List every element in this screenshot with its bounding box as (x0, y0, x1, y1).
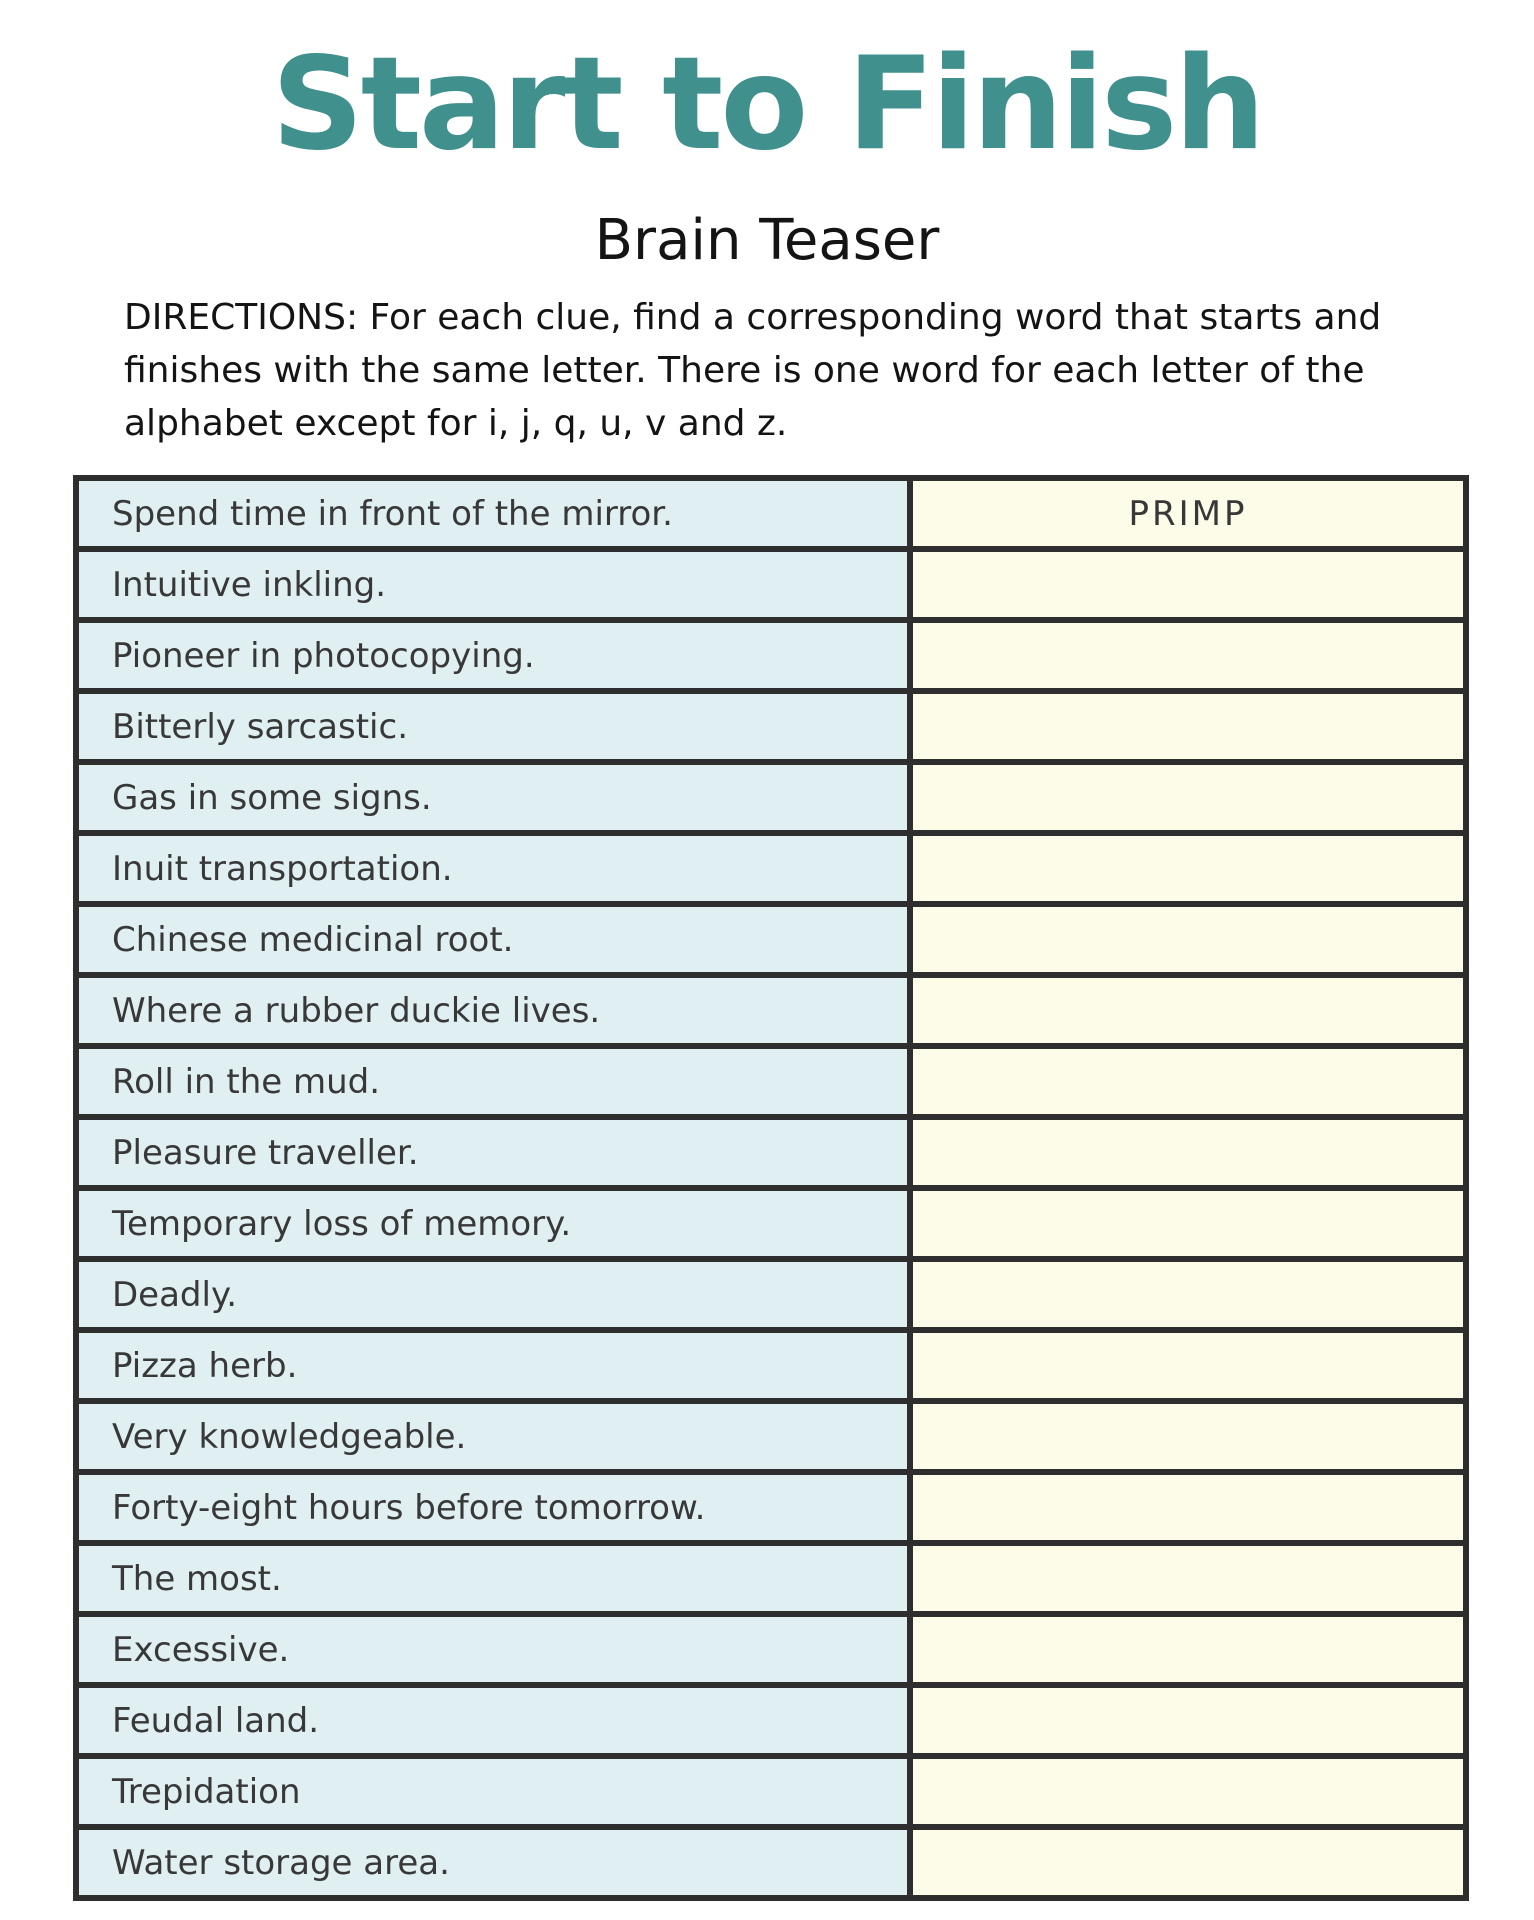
answer-cell[interactable] (910, 1259, 1466, 1330)
directions-line-2: finishes with the same letter. There is one word for each letter of the (124, 350, 1365, 391)
directions-text (124, 291, 1494, 450)
table-row (76, 833, 1466, 904)
clue-cell: Intuitive inkling. (76, 549, 910, 620)
clue-cell: Forty-eight hours before tomorrow. (76, 1472, 910, 1543)
table-row (76, 1685, 1466, 1756)
clue-cell: Roll in the mud. (76, 1046, 910, 1117)
table-row (76, 691, 1466, 762)
clue-cell: Bitterly sarcastic. (76, 691, 910, 762)
answer-cell[interactable] (910, 549, 1466, 620)
table-row (76, 1117, 1466, 1188)
page-title: Start to Finish (271, 30, 1263, 179)
clue-cell: Feudal land. (76, 1685, 910, 1756)
clue-cell: The most. (76, 1543, 910, 1614)
clue-cell: Water storage area. (76, 1827, 910, 1898)
answer-cell[interactable] (910, 1117, 1466, 1188)
answer-cell[interactable] (910, 975, 1466, 1046)
puzzle-table (73, 475, 1469, 1901)
page-subtitle: Brain Teaser (594, 208, 940, 273)
table-row (76, 1188, 1466, 1259)
clue-cell: Temporary loss of memory. (76, 1188, 910, 1259)
table-row (76, 975, 1466, 1046)
table-row (76, 762, 1466, 833)
answer-cell[interactable] (910, 1046, 1466, 1117)
table-row (76, 1756, 1466, 1827)
clue-cell: Chinese medicinal root. (76, 904, 910, 975)
answer-cell[interactable] (910, 1685, 1466, 1756)
table-row (76, 1614, 1466, 1685)
clue-cell: Pioneer in photocopying. (76, 620, 910, 691)
clue-cell: Spend time in front of the mirror. (76, 478, 910, 549)
answer-cell[interactable] (910, 833, 1466, 904)
answer-cell[interactable] (910, 1188, 1466, 1259)
answer-cell[interactable] (910, 1401, 1466, 1472)
clue-cell: Pizza herb. (76, 1330, 910, 1401)
table-row (76, 1827, 1466, 1898)
answer-cell[interactable] (910, 1756, 1466, 1827)
directions-line-1: DIRECTIONS: For each clue, find a corresponding word that starts and (124, 297, 1382, 338)
table-row (76, 1046, 1466, 1117)
clue-cell: Pleasure traveller. (76, 1117, 910, 1188)
clue-cell: Very knowledgeable. (76, 1401, 910, 1472)
table-row (76, 620, 1466, 691)
answer-cell[interactable] (910, 1614, 1466, 1685)
table-row (76, 1401, 1466, 1472)
answer-cell[interactable] (910, 691, 1466, 762)
answer-cell[interactable] (910, 620, 1466, 691)
clue-cell: Trepidation (76, 1756, 910, 1827)
clue-cell: Inuit transportation. (76, 833, 910, 904)
answer-cell[interactable] (910, 1543, 1466, 1614)
answer-cell[interactable] (910, 1330, 1466, 1401)
table-row (76, 1259, 1466, 1330)
clue-cell: Excessive. (76, 1614, 910, 1685)
answer-cell[interactable] (910, 1827, 1466, 1898)
table-row (76, 904, 1466, 975)
table-row (76, 1330, 1466, 1401)
directions-line-3: alphabet except for i, j, q, u, v and z. (124, 403, 788, 444)
clue-cell: Gas in some signs. (76, 762, 910, 833)
clue-cell: Where a rubber duckie lives. (76, 975, 910, 1046)
table-row (76, 478, 1466, 549)
table-row (76, 549, 1466, 620)
table-row (76, 1472, 1466, 1543)
clue-cell: Deadly. (76, 1259, 910, 1330)
table-row (76, 1543, 1466, 1614)
answer-cell[interactable]: PRIMP (910, 478, 1466, 549)
answer-cell[interactable] (910, 904, 1466, 975)
answer-cell[interactable] (910, 762, 1466, 833)
answer-cell[interactable] (910, 1472, 1466, 1543)
